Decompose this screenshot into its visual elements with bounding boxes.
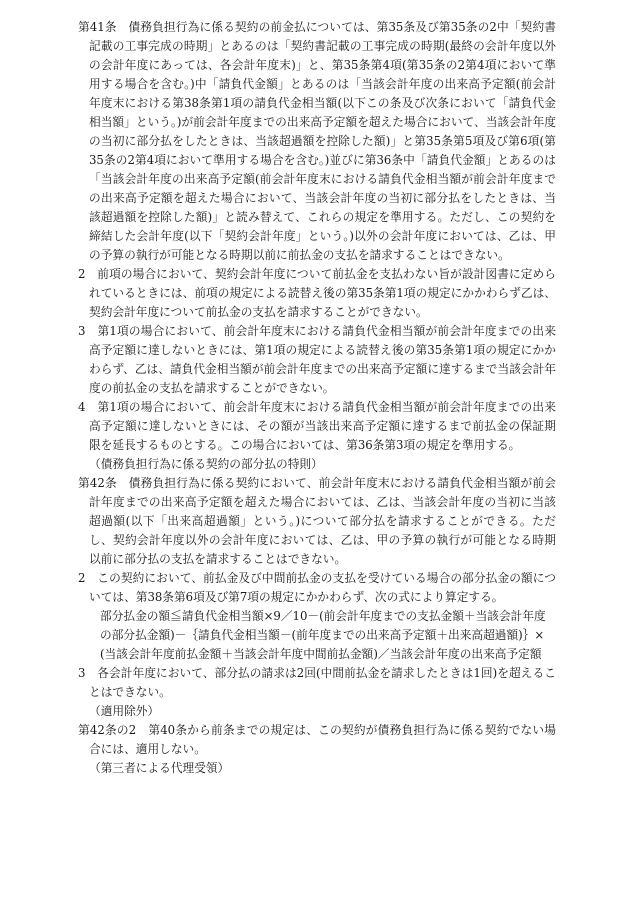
- article-43-caption: （第三者による代理受領）: [89, 761, 230, 775]
- article-42-paragraph-2: 2 この契約において、前払金及び中間前払金の支払を受けている場合の部分払金の額については、第38条第6項及び第7項の規定にかかわらず、次の式により算定する。: [78, 571, 556, 604]
- article-41: 第41条 債務負担行為に係る契約の前金払については、第35条及び第35条の2中「契約書記載の工事完成の時期」とあるのは「契約書記載の工事完成の時期(最終の会計年度以外の会計年度にあっては、各会計年度末)」と、第35条第4項(第35条の2第4項において準用する場合を含む。)中「請負代金額」とあるのは「当該会計年度の出来高予定額(前会計年度末における第38条第1項の請負代金相当額(以下この条及び次条において「請負代金相当額」という。)が前会計年度までの出来高予定額を超えた場合において、当該会計年度の当初に部分払をしたときは、当該超過額を控除した額)」と第35条第5項及び第6項(第35条の2第4項において準用する場合を含む。)並びに第36条中「請負代金額」とあるのは「当該会計年度の出来高予定額(前会計年度末における請負代金相当額が前会計年度までの出来高予定額を超えた場合において、当該会計年度の当初に部分払をしたときは、当該超過額を控除した額)」と読み替えて、これらの規定を準用する。ただし、この契約を締結した会計年度(以下「契約会計年度」という。)以外の会計年度においては、乙は、甲の予算の執行が可能となる時期以前に前払金の支払を請求することはできない。: [78, 20, 556, 262]
- article-42-2-caption: （適用除外）: [89, 704, 160, 718]
- formula-line-2: の部分払金額)－｛請負代金相当額－(前年度までの出来高予定額＋出来高超過額)｝×: [100, 628, 545, 642]
- document-page: [78, 18, 556, 778]
- formula-line-1: 部分払金の額≦請負代金相当額×9／10－(前会計年度までの支払金額＋当該会計年度: [100, 609, 546, 623]
- formula-line-3: (当該会計年度前払金額＋当該会計年度中間前払金額)／当該会計年度の出来高予定額: [100, 647, 542, 661]
- article-42-2: 第42条の2 第40条から前条までの規定は、この契約が債務負担行為に係る契約でない場合には、適用しない。: [78, 723, 556, 756]
- article-41-paragraph-3: 3 第1項の場合において、前会計年度末における請負代金相当額が前会計年度までの出来高予定額に達しないときには、第1項の規定による読替え後の第35条第1項の規定にかかわらず、乙は、請負代金相当額が前会計年度までの出来高予定額に達するまで当該会計年度の前払金の支払を請求することができない。: [78, 324, 556, 395]
- article-41-paragraph-4: 4 第1項の場合において、前会計年度末における請負代金相当額が前会計年度までの出来高予定額に達しないときには、その額が当該出来高予定額に達するまで前払金の保証期限を延長するものとする。この場合においては、第36条第3項の規定を準用する。: [78, 400, 556, 452]
- article-42: 第42条 債務負担行為に係る契約において、前会計年度末における請負代金相当額が前会計年度までの出来高予定額を超えた場合においては、乙は、当該会計年度の当初に当該超過額(以下「出来高超過額」という。)について部分払を請求することができる。ただし、契約会計年度以外の会計年度においては、乙は、甲の予算の執行が可能となる時期以前に部分払の支払を請求することはできない。: [78, 476, 556, 566]
- article-42-caption: （債務負担行為に係る契約の部分払の特則）: [89, 457, 323, 471]
- article-42-paragraph-3: 3 各会計年度において、部分払の請求は2回(中間前払金を請求したときは1回)を超えることはできない。: [78, 666, 556, 699]
- article-41-paragraph-2: 2 前項の場合において、契約会計年度について前払金を支払わない旨が設計図書に定められているときには、前項の規定による読替え後の第35条第1項の規定にかかわらず乙は、契約会計年度について前払金の支払を請求することができない。: [78, 267, 556, 319]
